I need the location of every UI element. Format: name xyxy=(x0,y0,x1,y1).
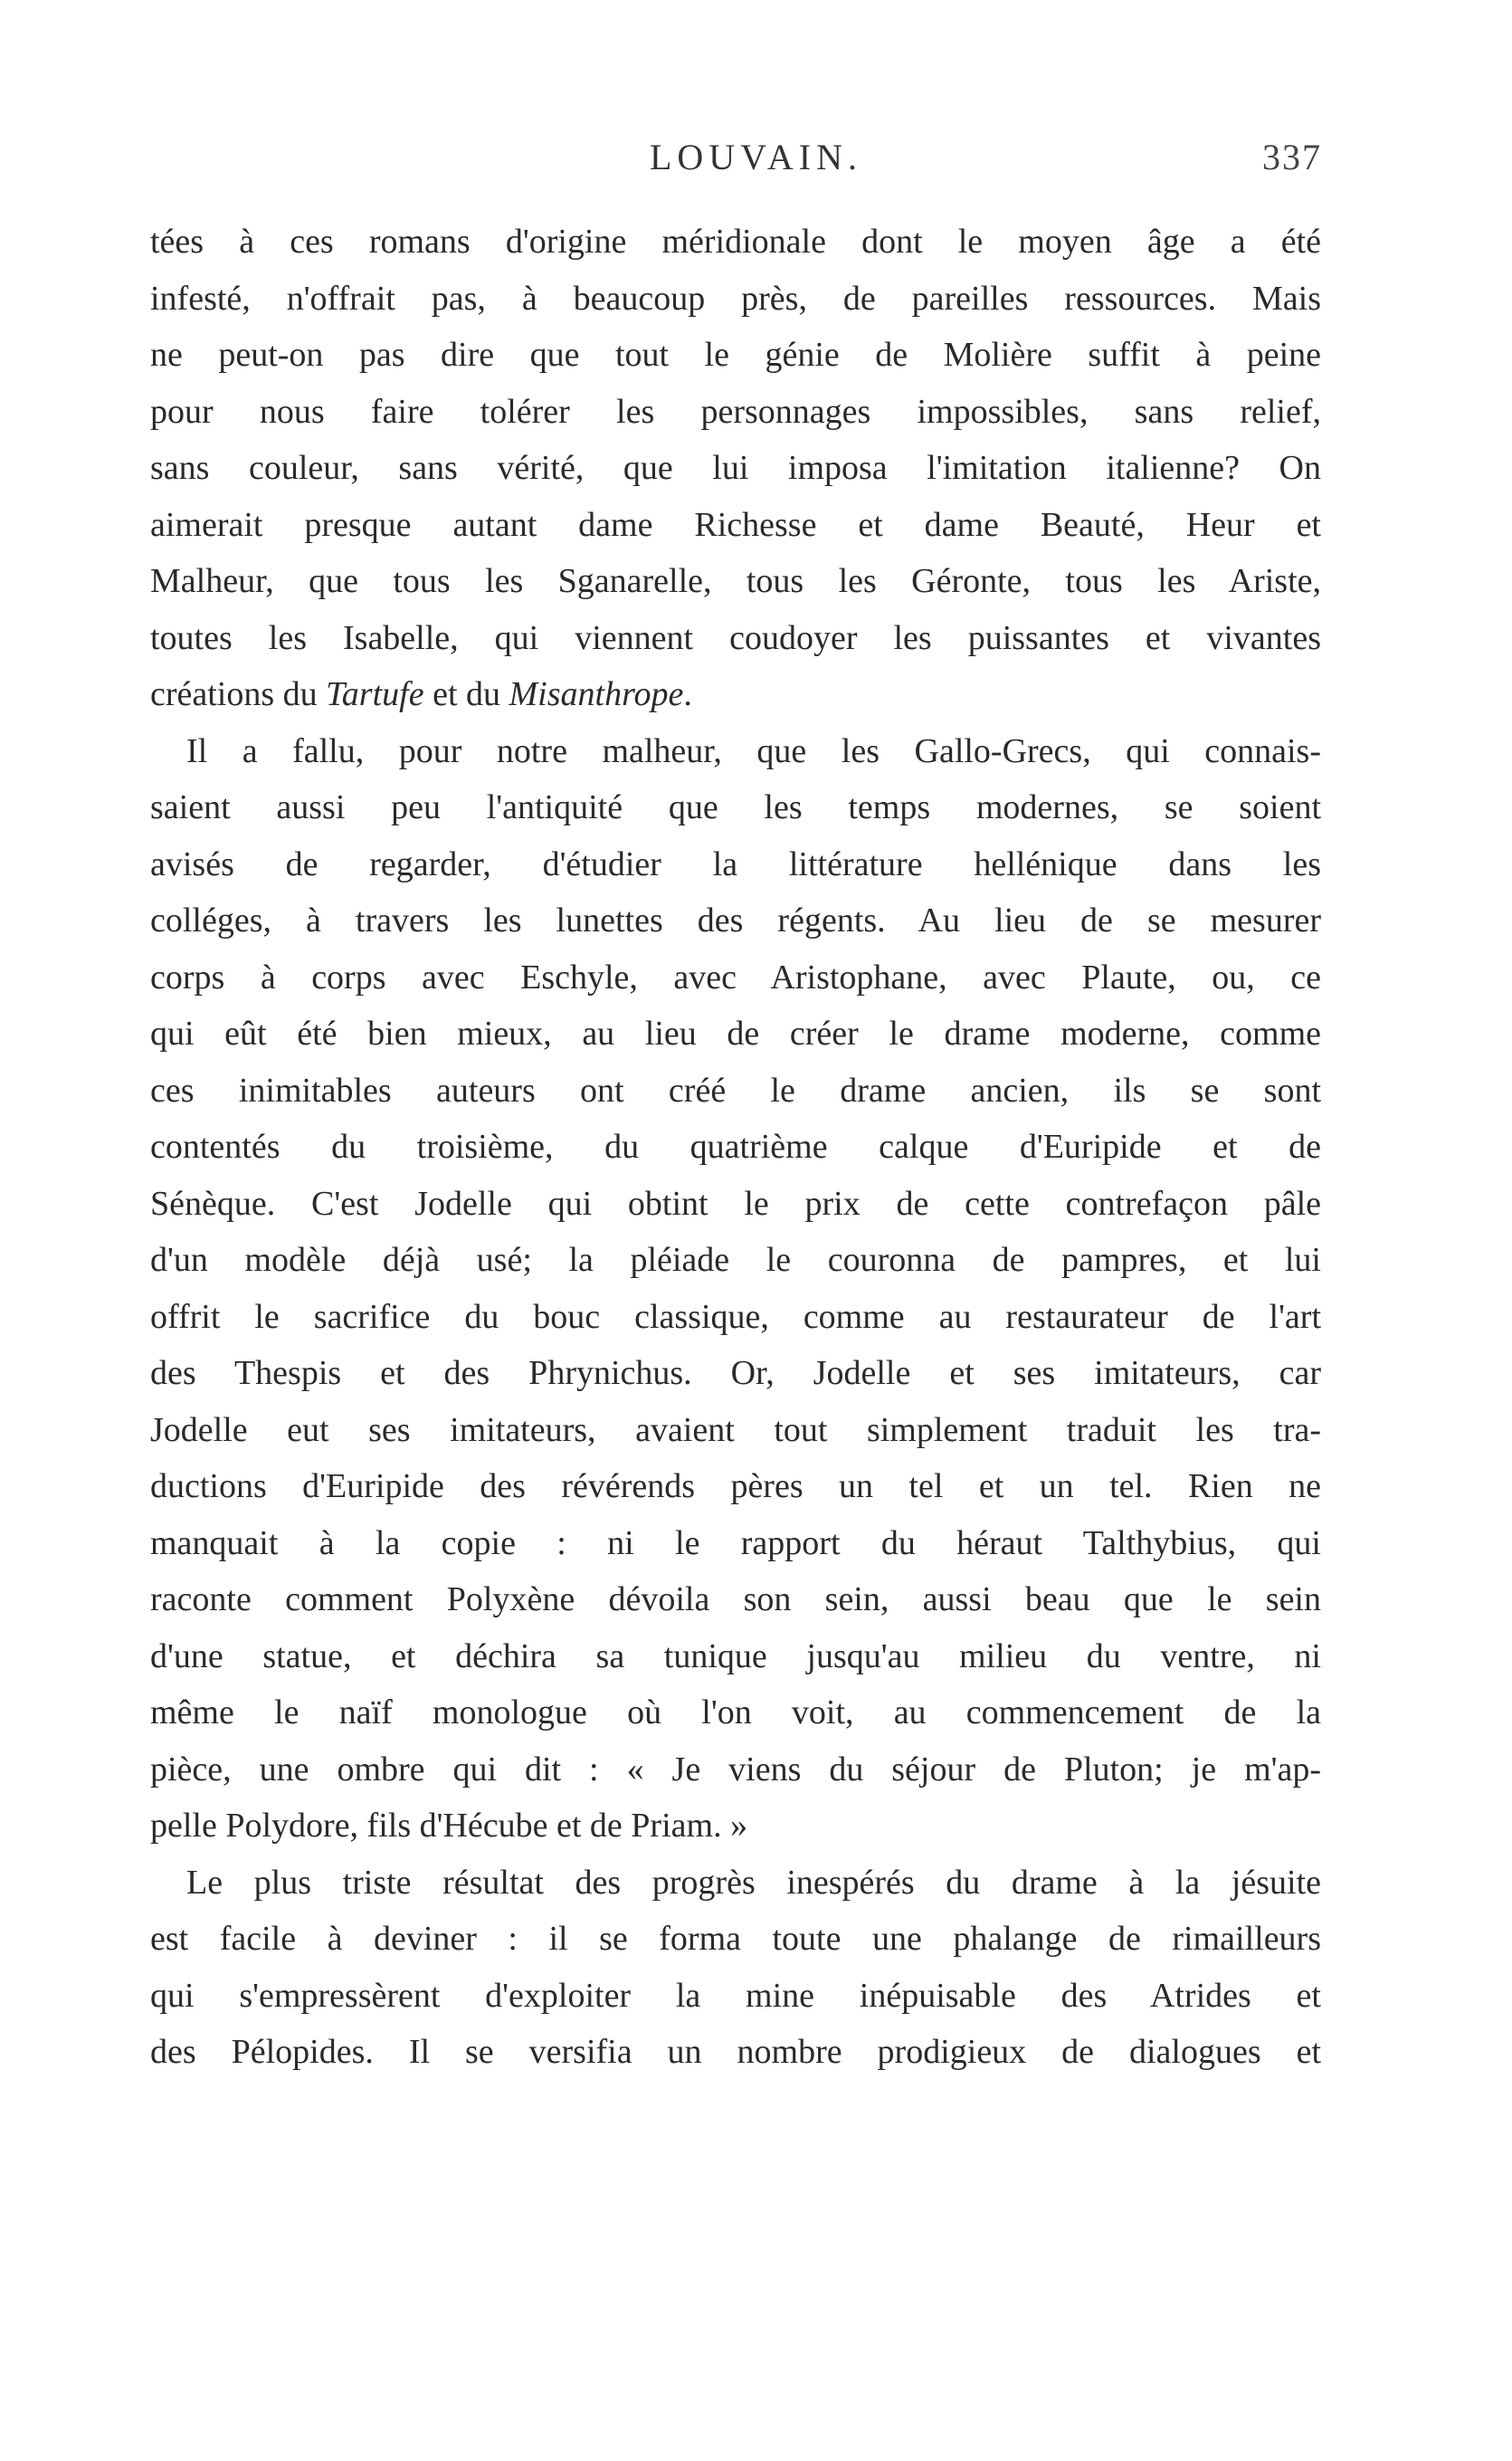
text-line: infesté, n'offrait pas, à beaucoup près, de pareilles ressources. Mais xyxy=(150,279,1321,318)
text-line: créations du Tartufe et du Misanthrope. xyxy=(150,675,692,713)
text-line: saient aussi peu l'antiquité que les temps modernes, se soient xyxy=(150,788,1321,826)
text-line: avisés de regarder, d'étudier la littérature hellénique dans les xyxy=(150,844,1321,883)
text-line: tées à ces romans d'origine méridionale dont le moyen âge a été xyxy=(150,223,1321,261)
text-line: d'une statue, et déchira sa tunique jusqu'au milieu du ventre, ni xyxy=(150,1636,1321,1675)
text-line: pour nous faire tolérer les personnages impossibles, sans relief, xyxy=(150,392,1321,431)
text-line: pièce, une ombre qui dit : « Je viens du séjour de Pluton; je m'ap- xyxy=(150,1750,1321,1789)
text-line: des Pélopides. Il se versifia un nombre prodigieux de dialogues et xyxy=(150,2033,1321,2071)
text-line: colléges, à travers les lunettes des régents. Au lieu de se mesurer xyxy=(150,901,1321,940)
text-line: Le plus triste résultat des progrès inespérés du drame à la jésuite xyxy=(186,1863,1321,1902)
text-line: contentés du troisième, du quatrième calque d'Euripide et de xyxy=(150,1128,1321,1166)
text-line: toutes les Isabelle, qui viennent coudoyer les puissantes et vivantes xyxy=(150,618,1321,657)
page-number: 337 xyxy=(1262,137,1322,177)
text-line: ces inimitables auteurs ont créé le drame ancien, ils se sont xyxy=(150,1071,1321,1110)
text-line: corps à corps avec Eschyle, avec Aristophane, avec Plaute, ou, ce xyxy=(150,958,1321,997)
text-line: ductions d'Euripide des révérends pères un tel et un tel. Rien ne xyxy=(150,1467,1321,1505)
text-line: d'un modèle déjà usé; la pléiade le couronna de pampres, et lui xyxy=(150,1241,1321,1279)
text-line: Il a fallu, pour notre malheur, que les Gallo-Grecs, qui connais- xyxy=(186,731,1321,770)
running-head xyxy=(0,136,1512,190)
text-line: Sénèque. C'est Jodelle qui obtint le prix de cette contrefaçon pâle xyxy=(150,1184,1321,1223)
text-line: raconte comment Polyxène dévoila son sein, aussi beau que le sein xyxy=(150,1580,1321,1618)
text-line: aimerait presque autant dame Richesse et dame Beauté, Heur et xyxy=(150,505,1321,544)
text-line: Jodelle eut ses imitateurs, avaient tout simplement traduit les tra- xyxy=(150,1410,1321,1449)
text-line: offrit le sacrifice du bouc classique, comme au restaurateur de l'art xyxy=(150,1297,1321,1336)
running-title: LOUVAIN. xyxy=(649,137,863,177)
text-line: manquait à la copie : ni le rapport du héraut Talthybius, qui xyxy=(150,1523,1321,1562)
text-line: est facile à deviner : il se forma toute une phalange de rimailleurs xyxy=(150,1920,1321,1958)
text-line: pelle Polydore, fils d'Hécube et de Priam. » xyxy=(150,1807,748,1845)
italic-title: Tartufe xyxy=(326,675,424,713)
text-line: des Thespis et des Phrynichus. Or, Jodelle et ses imitateurs, car xyxy=(150,1354,1321,1392)
text-line: ne peut-on pas dire que tout le génie de Molière suffit à peine xyxy=(150,336,1321,374)
text-line: Malheur, que tous les Sganarelle, tous les Géronte, tous les Ariste, xyxy=(150,562,1321,600)
body-text xyxy=(150,214,1321,2081)
text-line: sans couleur, sans vérité, que lui imposa l'imitation italienne? On xyxy=(150,449,1321,487)
text-line: même le naïf monologue où l'on voit, au commencement de la xyxy=(150,1693,1321,1731)
italic-title: Misanthrope xyxy=(509,675,684,713)
text-line: qui eût été bien mieux, au lieu de créer le drame moderne, comme xyxy=(150,1015,1321,1053)
text-line: qui s'empressèrent d'exploiter la mine inépuisable des Atrides et xyxy=(150,1976,1321,2015)
